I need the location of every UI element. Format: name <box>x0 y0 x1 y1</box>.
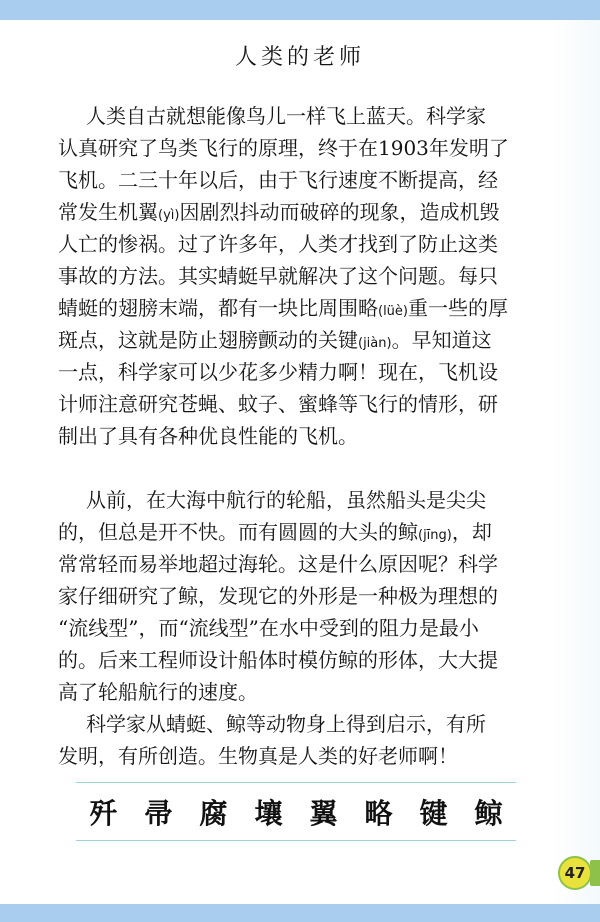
bottom-border <box>0 904 600 922</box>
text-segment: 因剧烈抖动而破碎的现象，造成机毁 <box>179 200 500 224</box>
new-word: 歼 <box>89 797 118 830</box>
pinyin-annotation: (jiàn) <box>358 336 392 351</box>
paragraph-1 <box>58 100 558 452</box>
text-line <box>58 324 558 356</box>
text-line: 从前，在大海中航行的轮船，虽然船头是尖尖 <box>86 488 486 512</box>
new-word: 键 <box>419 797 448 830</box>
word-box-top-rule <box>76 782 516 783</box>
new-word: 帚 <box>144 797 173 830</box>
new-word: 略 <box>364 797 393 830</box>
text-line: 认真研究了鸟类飞行的原理，终于在1903年发明了 <box>58 136 509 160</box>
text-segment: 的，但总是开不快。而有圆圆的大头的鲸 <box>58 520 418 544</box>
text-line: 家仔细研究了鲸，发现它的外形是一种极为理想的 <box>58 584 498 608</box>
text-line: “流线型”，而“流线型”在水中受到的阻力是最小 <box>58 616 479 640</box>
text-line: 常常轻而易举地超过海轮。这是什么原因呢？科学 <box>58 552 498 576</box>
page-number-badge: 47 <box>558 856 592 890</box>
text-segment: 。早知道这 <box>391 328 492 352</box>
text-line <box>58 516 558 548</box>
text-line <box>58 196 558 228</box>
paragraph-3 <box>58 708 558 772</box>
text-line <box>58 292 558 324</box>
text-line: 制出了具有各种优良性能的飞机。 <box>58 424 358 448</box>
text-line: 一点，科学家可以少花多少精力啊！现在，飞机设 <box>58 360 498 384</box>
new-word: 腐 <box>199 797 228 830</box>
text-segment: ，却 <box>451 520 492 544</box>
new-word: 翼 <box>309 797 338 830</box>
text-line: 计师注意研究苍蝇、蚊子、蜜蜂等飞行的情形，研 <box>58 392 498 416</box>
text-line: 发明，有所创造。生物真是人类的好老师啊！ <box>58 744 458 768</box>
text-line: 飞机。二三十年以后，由于飞行速度不断提高，经 <box>58 168 498 192</box>
new-word: 壤 <box>254 797 283 830</box>
text-line: 高了轮船航行的速度。 <box>58 680 258 704</box>
paragraph-2 <box>58 484 558 708</box>
pinyin-annotation: (lüè) <box>378 304 408 319</box>
new-word: 鲸 <box>474 797 503 830</box>
lesson-title: 人类的老师 <box>234 45 365 70</box>
text-line: 事故的方法。其实蜻蜓早就解决了这个问题。每只 <box>58 264 498 288</box>
text-segment: 斑点，这就是防止翅膀颤动的关键 <box>58 328 358 352</box>
text-line: 的。后来工程师设计船体时模仿鲸的形体，大大提 <box>58 648 498 672</box>
pinyin-annotation: (yì) <box>158 208 180 223</box>
new-words-row <box>76 790 516 834</box>
text-segment: 重一些的厚 <box>408 296 508 320</box>
text-segment: 常发生机翼 <box>58 200 158 224</box>
text-line: 科学家从蜻蜓、鲸等动物身上得到启示，有所 <box>86 712 486 736</box>
text-line: 人类自古就想能像鸟儿一样飞上蓝天。科学家 <box>86 104 486 128</box>
pinyin-annotation: (jīng) <box>418 528 452 543</box>
text-segment: 蜻蜓的翅膀末端，都有一块比周围略 <box>58 296 378 320</box>
text-line: 人亡的惨祸。过了许多年，人类才找到了防止这类 <box>58 232 498 256</box>
top-border <box>0 0 600 20</box>
word-box-bottom-rule <box>76 840 516 841</box>
